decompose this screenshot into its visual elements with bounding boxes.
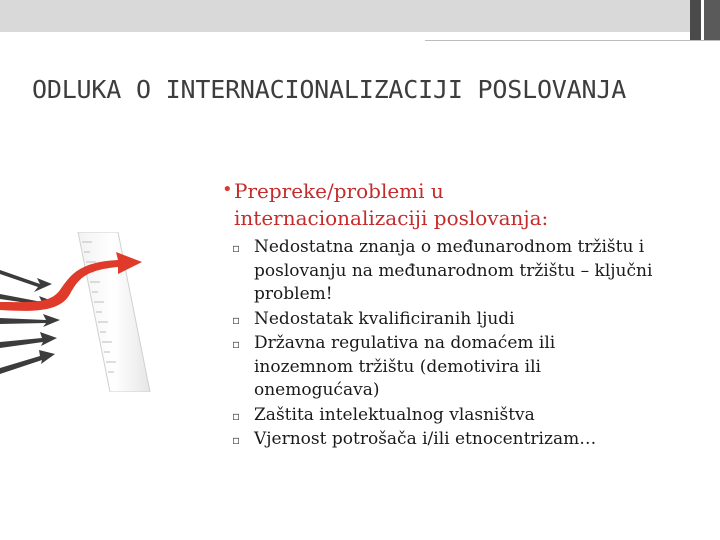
- square-bullet-icon: ▫: [232, 337, 241, 351]
- top-bar-light-segment: [0, 0, 690, 32]
- list-item: [232, 332, 692, 403]
- top-decorative-bar: [0, 0, 720, 40]
- list-item: [232, 236, 692, 307]
- sub-bullet-text: Nedostatak kvalificiranih ljudi: [254, 308, 515, 329]
- gray-arrows: [0, 270, 60, 374]
- square-bullet-icon: ▫: [232, 312, 241, 327]
- bullet-dot-icon: •: [222, 179, 233, 200]
- main-bullet: [222, 178, 692, 232]
- sub-bullet-text: Državna regulativa na domaćem ili inozemnom tržištu (demotivira ili onemogućava): [254, 333, 556, 400]
- list-item: [232, 428, 692, 452]
- slide-title: ODLUKA O INTERNACIONALIZACIJI POSLOVANJA: [32, 75, 627, 104]
- top-bar-dark-segment-end: [704, 0, 720, 40]
- sub-bullet-text: Vjernost potrošača i/ili etnocentrizam…: [254, 429, 597, 449]
- arrow-illustration-svg: [0, 232, 160, 392]
- sub-bullet-text: Zaštita intelektualnog vlasništva: [254, 404, 535, 425]
- square-bullet-icon: ▫: [232, 408, 241, 423]
- top-bar-dark-segment: [690, 0, 701, 40]
- title-divider: [425, 40, 720, 41]
- square-bullet-icon: ▫: [232, 433, 241, 447]
- red-arrow-breaking-through-icon: [0, 232, 160, 392]
- slide-content: [222, 178, 692, 453]
- list-item: [232, 404, 692, 428]
- main-bullet-text: Prepreke/problemi u internacionalizaciji poslovanja:: [234, 179, 549, 230]
- list-item: [232, 308, 692, 332]
- sub-bullet-list: [232, 236, 692, 452]
- sub-bullet-text: Nedostatna znanja o međunarodnom tržištu i poslovanju na međunarodnom tržištu – ključni problem!: [254, 237, 653, 304]
- square-bullet-icon: ▫: [232, 241, 241, 255]
- barrier-ruler: [78, 232, 150, 392]
